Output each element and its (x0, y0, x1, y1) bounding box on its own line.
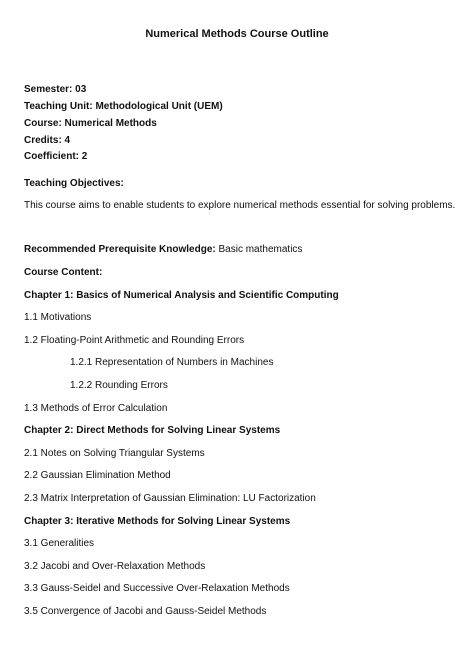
prerequisite-label: Recommended Prerequisite Knowledge: (24, 244, 216, 255)
chapter1-title: Chapter 1: Basics of Numerical Analysis and Scientific Computing (24, 290, 339, 301)
chapter2-title: Chapter 2: Direct Methods for Solving Linear Systems (24, 425, 281, 436)
chapter1-item: 1.1 Motivations (24, 312, 92, 323)
document-title: Numerical Methods Course Outline (145, 28, 329, 40)
chapter3-item: 3.3 Gauss-Seidel and Successive Over-Relaxation Methods (24, 583, 290, 594)
objectives-text: This course aims to enable students to explore numerical methods essential for solving problems. (24, 200, 456, 211)
chapter2-item: 2.3 Matrix Interpretation of Gaussian Elimination: LU Factorization (24, 493, 316, 504)
chapter3-item: 3.5 Convergence of Jacobi and Gauss-Seidel Methods (24, 606, 267, 617)
semester-line: Semester: 03 (24, 84, 87, 95)
coefficient-line: Coefficient: 2 (24, 151, 88, 162)
chapter2-item: 2.2 Gaussian Elimination Method (24, 470, 171, 481)
chapter3-item: 3.2 Jacobi and Over-Relaxation Methods (24, 561, 206, 572)
chapter2-item: 2.1 Notes on Solving Triangular Systems (24, 448, 205, 459)
prerequisite-value: Basic mathematics (215, 244, 303, 255)
prerequisite-line (24, 244, 302, 256)
chapter1-item: 1.3 Methods of Error Calculation (24, 403, 168, 414)
content-heading: Course Content: (24, 267, 103, 278)
chapter1-subitem: 1.2.2 Rounding Errors (70, 380, 168, 391)
chapter3-item: 3.1 Generalities (24, 538, 95, 549)
chapter1-subitem: 1.2.1 Representation of Numbers in Machines (70, 357, 274, 368)
course-line: Course: Numerical Methods (24, 118, 157, 129)
credits-line: Credits: 4 (24, 135, 71, 146)
chapter3-title: Chapter 3: Iterative Methods for Solving Linear Systems (24, 516, 291, 527)
chapter1-item: 1.2 Floating-Point Arithmetic and Rounding Errors (24, 335, 245, 346)
teaching-unit-line: Teaching Unit: Methodological Unit (UEM) (24, 101, 223, 112)
objectives-heading: Teaching Objectives: (24, 178, 124, 189)
